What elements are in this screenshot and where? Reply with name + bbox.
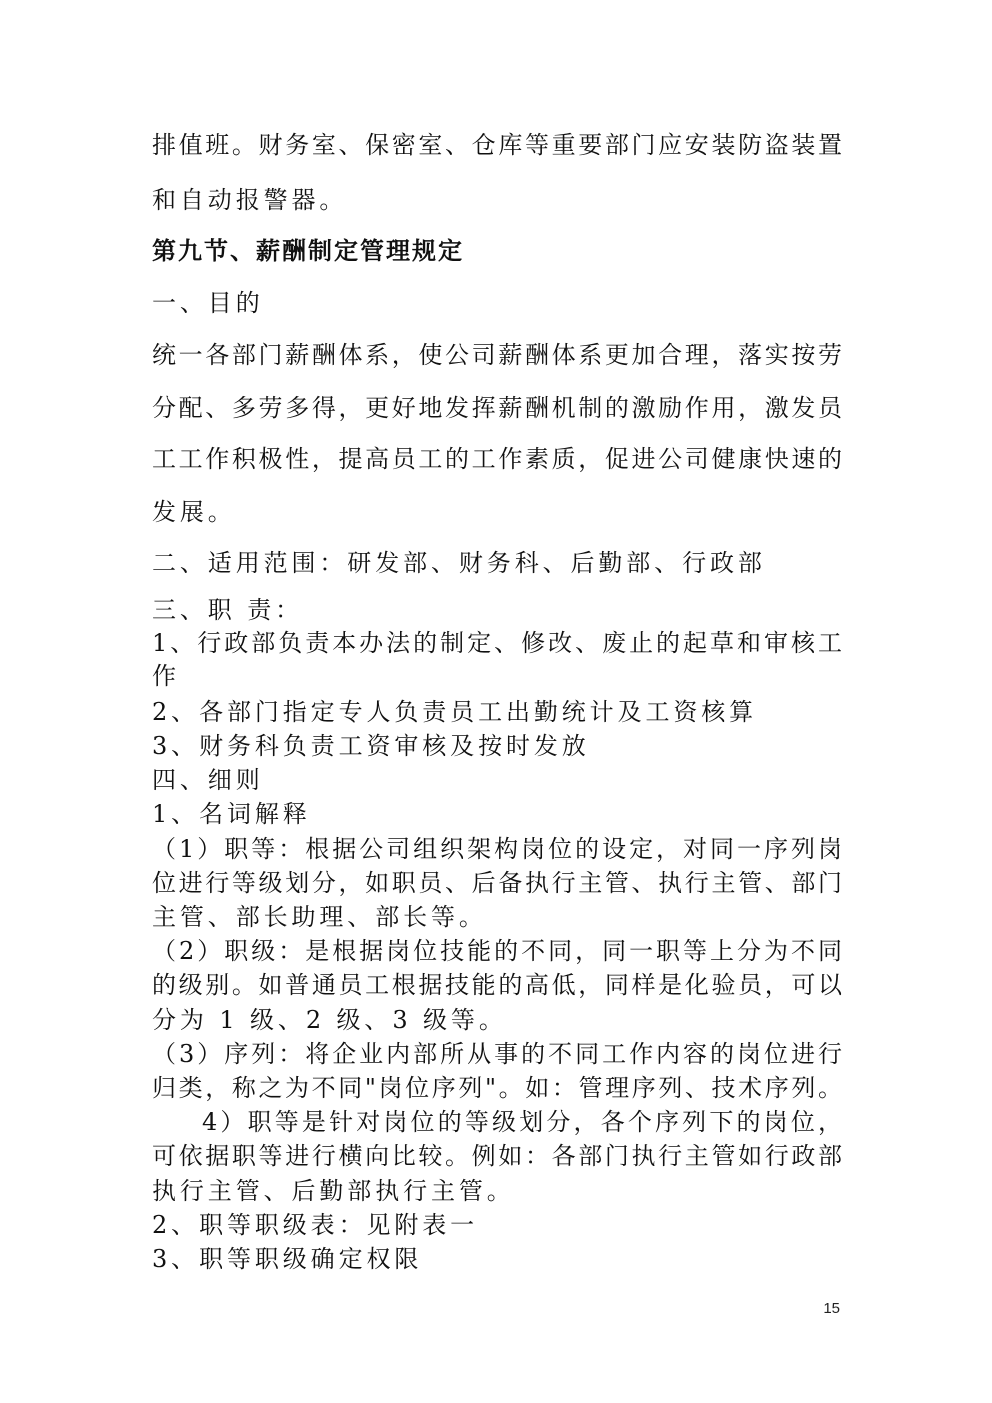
text-line: 2、职等职级表：见附表一 (152, 1211, 479, 1239)
text-line: 位进行等级划分，如职员、后备执行主管、执行主管、部门 (152, 869, 842, 897)
text-line: 和自动报警器。 (152, 186, 348, 214)
subheading: 三、职 责： (152, 596, 304, 624)
text-line: 3、职等职级确定权限 (152, 1245, 423, 1273)
text-line: 分配、多劳多得，更好地发挥薪酬机制的激励作用，激发员 (152, 394, 842, 422)
subheading: 二、适用范围：研发部、财务科、后勤部、行政部 (152, 549, 766, 577)
subheading: 四、细则 (152, 766, 264, 794)
text-line: 1、名词解释 (152, 800, 311, 828)
text-line: 发展。 (152, 498, 236, 526)
section-heading: 第九节、薪酬制定管理规定 (152, 237, 464, 265)
text-line: （2）职级：是根据岗位技能的不同，同一职等上分为不同 (152, 937, 842, 965)
text-line: 主管、部长助理、部长等。 (152, 903, 487, 931)
text-line: 归类，称之为不同"岗位序列"。如：管理序列、技术序列。 (152, 1074, 842, 1102)
text-line: 分为 1 级、2 级、3 级等。 (152, 1006, 507, 1034)
subheading: 一、目的 (152, 289, 264, 317)
text-line: 3、财务科负责工资审核及按时发放 (152, 732, 590, 760)
text-line: 执行主管、后勤部执行主管。 (152, 1177, 515, 1205)
text-line: 排值班。财务室、保密室、仓库等重要部门应安装防盗装置 (152, 131, 842, 159)
text-line: （3）序列：将企业内部所从事的不同工作内容的岗位进行 (152, 1040, 842, 1068)
text-line: 统一各部门薪酬体系，使公司薪酬体系更加合理，落实按劳 (152, 341, 842, 369)
text-line: 的级别。如普通员工根据技能的高低，同样是化验员，可以 (152, 971, 842, 999)
text-line: 2、各部门指定专人负责员工出勤统计及工资核算 (152, 698, 758, 726)
text-line: 作 (152, 662, 180, 690)
text-line: 4）职等是针对岗位的等级划分，各个序列下的岗位， (202, 1108, 842, 1136)
text-line: （1）职等：根据公司组织架构岗位的设定，对同一序列岗 (152, 835, 842, 863)
text-line: 可依据职等进行横向比较。例如：各部门执行主管如行政部 (152, 1142, 842, 1170)
text-line: 1、行政部负责本办法的制定、修改、废止的起草和审核工 (152, 629, 842, 657)
text-line: 工工作积极性，提高员工的工作素质，促进公司健康快速的 (152, 445, 842, 473)
page-number: 15 (823, 1300, 840, 1317)
